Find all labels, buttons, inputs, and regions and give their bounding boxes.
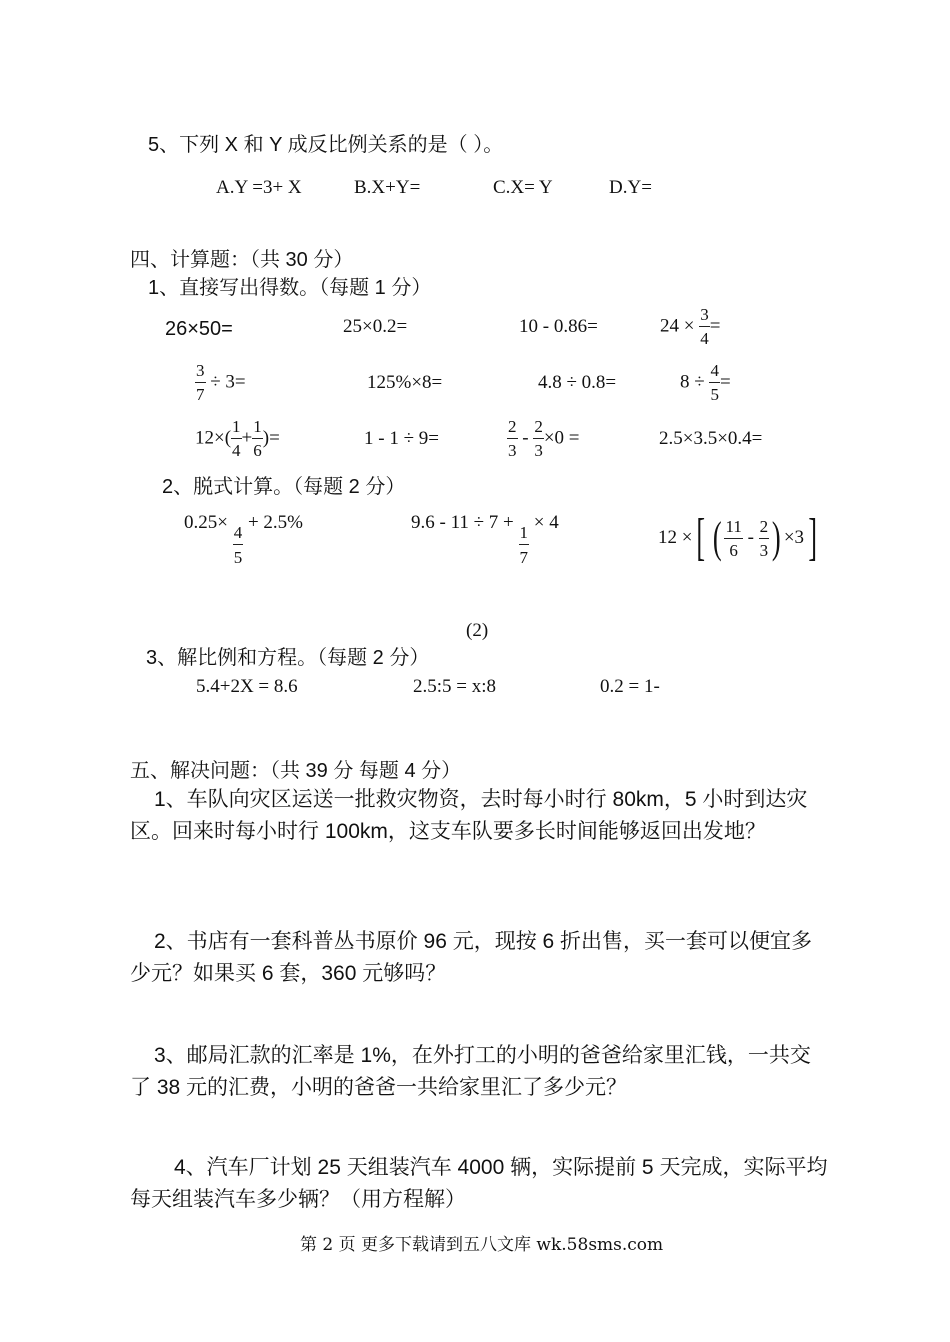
page-footer: 第 2 页 更多下载请到五八文库 wk.58sms.com: [300, 1235, 664, 1255]
section-4-title: 四、计算题：（共 30 分）: [130, 249, 354, 271]
fraction: $\frac{1}{6}$: [253, 417, 262, 460]
right-paren: ): [772, 513, 781, 562]
fraction: $\frac{4}{5}$: [233, 523, 243, 567]
calc-1-3: 10 - 0.86=: [519, 316, 598, 337]
part-2-title: 2、脱式计算。（每题 2 分）: [162, 476, 406, 498]
calc-2-2: 125%×8=: [367, 372, 443, 393]
calc-1-4: 24 × $\frac{3}{4}$ =: [660, 305, 721, 348]
calc-3-1: 12×( $\frac{1}{4}$ + $\frac{1}{6}$ )=: [195, 417, 280, 460]
left-bracket: [: [696, 509, 706, 566]
calc-1-1: 26×50=: [165, 318, 233, 340]
section-5-title: 五、解决问题：（共 39 分 每题 4 分）: [130, 760, 462, 782]
question-5-stem: 5、下列 X 和 Y 成反比例关系的是（ ）。: [148, 134, 504, 156]
fraction: $\frac{3}{7}$: [196, 361, 205, 404]
fraction: $\frac{2}{3}$: [759, 516, 769, 560]
calc-3-4: 2.5×3.5×0.4=: [659, 428, 763, 449]
calc-2-3: 4.8 ÷ 0.8=: [538, 372, 617, 393]
calc-1-2: 25×0.2=: [343, 316, 408, 337]
problem-1: 1、车队向灾区运送一批救灾物资，去时每小时行 80km，5 小时到达灾区。回来时每小时行 100km，这支车队要多长时间能够返回出发地？: [130, 788, 808, 843]
fraction: $\frac{2}{3}$: [508, 417, 517, 460]
fraction: $\frac{4}{5}$: [710, 361, 719, 404]
calc-3-2: 1 - 1 ÷ 9=: [364, 428, 439, 449]
fraction: $\frac{1}{7}$: [519, 523, 529, 567]
q5-option-c: C.X= Y: [493, 177, 553, 198]
q5-option-d: D.Y=: [609, 177, 652, 198]
left-paren: (: [712, 513, 722, 562]
problem-2: 2、书店有一套科普丛书原价 96 元，现按 6 折出售，买一套可以便宜多少元？如果买 6 套，360 元够吗？: [130, 930, 813, 985]
right-bracket: ]: [808, 509, 818, 566]
fraction: $\frac{2}{3}$: [534, 417, 543, 460]
step-calc-2: 9.6 - 11 ÷ 7 + $\frac{1}{7}$ × 4: [411, 512, 559, 567]
fraction: $\frac{1}{4}$: [232, 417, 241, 460]
calc-3-3: $\frac{2}{3}$ - $\frac{2}{3}$ ×0 =: [508, 417, 580, 460]
problem-4: 4、汽车厂计划 25 天组装汽车 4000 辆，实际提前 5 天完成，实际平均每天组装汽车多少辆？（用方程解）: [130, 1156, 828, 1211]
calc-2-4: 8 ÷ $\frac{4}{5}$ =: [680, 361, 731, 404]
q5-option-a: A.Y =3+ X: [216, 177, 302, 198]
equation-1: 5.4+2X = 8.6: [196, 676, 298, 697]
q5-option-b: B.X+Y=: [354, 177, 421, 198]
fraction: $\frac{3}{4}$: [700, 305, 709, 348]
part-1-title: 1、直接写出得数。（每题 1 分）: [148, 277, 432, 299]
page-marker: (2): [466, 620, 489, 641]
equation-2: 2.5:5 = x:8: [413, 676, 497, 697]
equation-3: 0.2 = 1-: [600, 676, 660, 697]
part-3-title: 3、解比例和方程。（每题 2 分）: [146, 647, 430, 669]
fraction: $\frac{11}{6}$: [725, 516, 742, 560]
calc-2-1: $\frac{3}{7}$ ÷ 3=: [196, 361, 246, 404]
problem-3: 3、邮局汇款的汇率是 1%，在外打工的小明的爸爸给家里汇钱，一共交了 38 元的汇费，小明的爸爸一共给家里汇了多少元？: [130, 1044, 811, 1099]
step-calc-1: 0.25× $\frac{4}{5}$ + 2.5%: [184, 512, 304, 567]
step-calc-3: 12 ×[ ( $\frac{11}{6}$ - $\frac{2}{3}$ ) ×3]: [658, 509, 818, 566]
